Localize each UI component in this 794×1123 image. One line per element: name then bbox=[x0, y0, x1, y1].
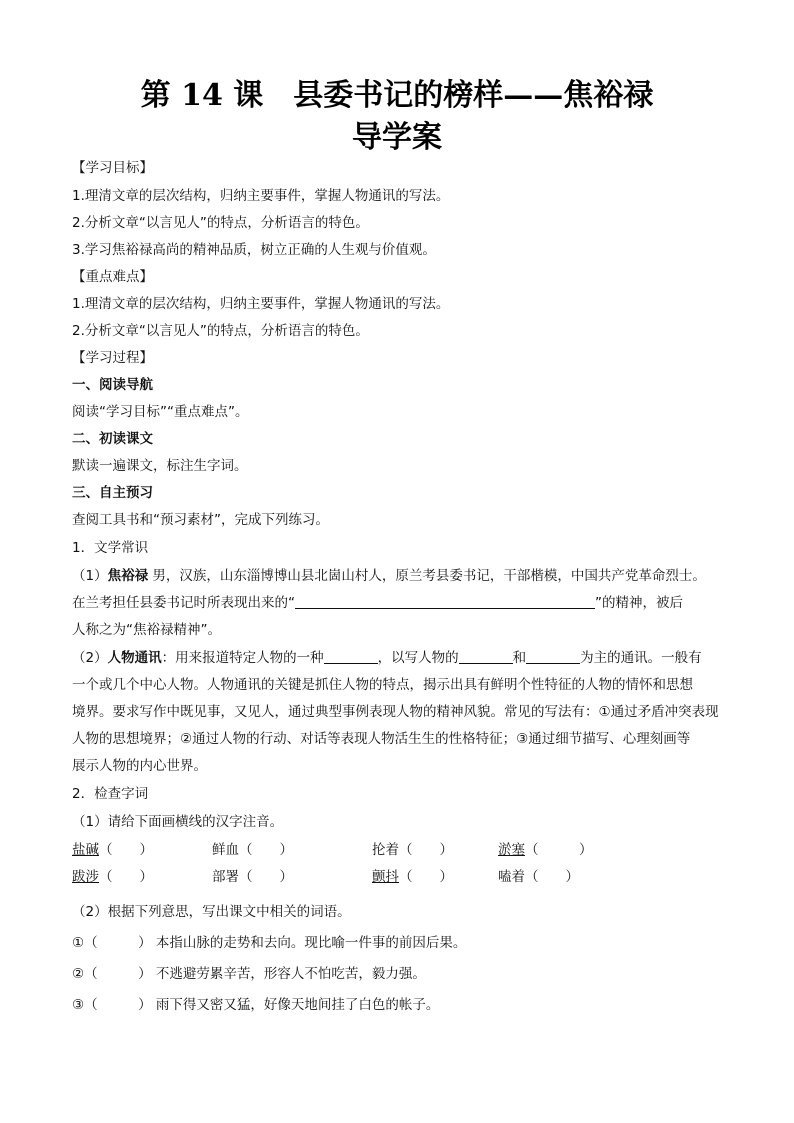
section-2-title: 二、初读课文 bbox=[72, 431, 153, 447]
pinyin-blank[interactable]: （ ） bbox=[99, 842, 153, 858]
pinyin-word: 淤塞 bbox=[498, 842, 525, 858]
check-q1: （1）请给下面画横线的汉字注音。 bbox=[72, 814, 284, 830]
lesson-subtitle: 导学案 bbox=[352, 120, 442, 155]
pinyin-word: 嗑着 bbox=[498, 869, 525, 885]
pinyin-blank[interactable]: （ ） bbox=[399, 842, 453, 858]
pinyin-blank[interactable]: （ ） bbox=[99, 869, 153, 885]
pinyin-item-4 bbox=[498, 840, 593, 860]
def-item-3 bbox=[72, 995, 732, 1015]
def-blank[interactable]: ③（ ） bbox=[72, 997, 152, 1013]
pinyin-word: 盐碱 bbox=[72, 842, 99, 858]
process-header: 【学习过程】 bbox=[72, 350, 153, 366]
lit-p2-b: ，以写人物的 bbox=[377, 650, 459, 666]
pinyin-blank[interactable]: （ ） bbox=[239, 869, 293, 885]
def-blank[interactable]: ②（ ） bbox=[72, 966, 152, 982]
pinyin-word: 抡着 bbox=[372, 842, 399, 858]
lit-p1-text: 男，汉族，山东淄博博山县北崮山村人，原兰考县委书记，干部楷模，中国共产党革命烈士。 bbox=[148, 568, 706, 584]
lit-p1-line3: 人称之为“焦裕禄精神”。 bbox=[72, 622, 221, 638]
pinyin-blank[interactable]: （ ） bbox=[399, 869, 453, 885]
lit-p1-num: （1） bbox=[72, 568, 108, 584]
pinyin-word: 鲜血 bbox=[212, 842, 239, 858]
pinyin-item-7 bbox=[372, 867, 453, 887]
def-item-2 bbox=[72, 964, 732, 984]
pinyin-item-1 bbox=[72, 840, 153, 860]
pinyin-blank[interactable]: （ ） bbox=[239, 842, 293, 858]
pinyin-item-3 bbox=[372, 840, 453, 860]
fill-blank-aspect-2[interactable] bbox=[526, 649, 580, 664]
def-item-1 bbox=[72, 933, 732, 953]
def-blank[interactable]: ①（ ） bbox=[72, 935, 152, 951]
keypoints-header: 【重点难点】 bbox=[72, 269, 153, 285]
keypoint-item-2: 2.分析文章“以言见人”的特点，分析语言的特色。 bbox=[72, 323, 369, 339]
pinyin-item-2 bbox=[212, 840, 293, 860]
lit-p2-line4: 人物的思想境界；②通过人物的行动、对话等表现人物活生生的性格特征；③通过细节描写、心理刻画等 bbox=[72, 731, 691, 747]
fill-blank-aspect-1[interactable] bbox=[459, 649, 513, 664]
def-text: 本指山脉的走势和去向。现比喻一件事的前因后果。 bbox=[155, 935, 467, 951]
pinyin-blank[interactable]: （ ） bbox=[525, 842, 593, 858]
section-1-title: 一、阅读导航 bbox=[72, 377, 153, 393]
pinyin-item-6 bbox=[212, 867, 293, 887]
lit-p2-c: 和 bbox=[512, 650, 527, 666]
section-3-text: 查阅工具书和“预习素材”，完成下列练习。 bbox=[72, 512, 329, 528]
lit-p2-term: 人物通讯 bbox=[107, 650, 162, 666]
def-text: 雨下得又密又猛，好像天地间挂了白色的帐子。 bbox=[155, 997, 440, 1013]
goals-header: 【学习目标】 bbox=[72, 160, 153, 176]
lit-p2-line1 bbox=[72, 648, 732, 668]
section-3-title: 三、自主预习 bbox=[72, 485, 153, 501]
lit-p2-num: （2） bbox=[72, 650, 108, 666]
lit-p1-line2-a: 在兰考担任县委书记时所表现出来的“ bbox=[72, 595, 295, 611]
check-title: 2．检查字词 bbox=[72, 786, 149, 802]
lit-p2-line2: 一个或几个中心人物。人物通讯的关键是抓住人物的特点，揭示出具有鲜明个性特征的人物的情怀和思想 bbox=[72, 677, 693, 693]
lit-p2-line5: 展示人物的内心世界。 bbox=[72, 758, 207, 774]
lit-p1-line2 bbox=[72, 593, 732, 613]
pinyin-word: 部署 bbox=[212, 869, 239, 885]
section-2-text: 默读一遍课文，标注生字词。 bbox=[72, 458, 248, 474]
lit-p2-line3: 境界。要求写作中既见事，又见人，通过典型事例表现人物的精神风貌。常见的写法有：①通过矛盾冲突表现 bbox=[72, 704, 719, 720]
lit-p1-line2-b: ”的精神，被后 bbox=[595, 595, 683, 611]
lit-p2-a: ：用来报道特定人物的一种 bbox=[161, 650, 324, 666]
pinyin-word: 跋涉 bbox=[72, 869, 99, 885]
goal-item-2: 2.分析文章“以言见人”的特点，分析语言的特色。 bbox=[72, 215, 369, 231]
lit-p2-d: 为主的通讯。一般有 bbox=[580, 650, 702, 666]
pinyin-blank[interactable]: （ ） bbox=[525, 869, 579, 885]
goal-item-3: 3.学习焦裕禄高尚的精神品质，树立正确的人生观与价值观。 bbox=[72, 242, 436, 258]
pinyin-word: 颤抖 bbox=[372, 869, 399, 885]
pinyin-item-8 bbox=[498, 867, 579, 887]
lesson-title: 第 14 课 县委书记的榜样——焦裕禄 bbox=[140, 78, 654, 113]
section-1-text: 阅读“学习目标”“重点难点”。 bbox=[72, 404, 249, 420]
def-text: 不逃避劳累辛苦，形容人不怕吃苦，毅力强。 bbox=[155, 966, 426, 982]
goal-item-1: 1.理清文章的层次结构，归纳主要事件，掌握人物通讯的写法。 bbox=[72, 188, 450, 204]
fill-blank-spirit[interactable] bbox=[295, 594, 595, 609]
fill-blank-genre[interactable] bbox=[324, 649, 378, 664]
keypoint-item-1: 1.理清文章的层次结构，归纳主要事件，掌握人物通讯的写法。 bbox=[72, 296, 450, 312]
lit-p1-line1 bbox=[72, 566, 732, 586]
check-q2: （2）根据下列意思，写出课文中相关的词语。 bbox=[72, 904, 351, 920]
lit-p1-term: 焦裕禄 bbox=[107, 568, 149, 584]
pinyin-item-5 bbox=[72, 867, 153, 887]
lit-title: 1．文学常识 bbox=[72, 540, 149, 556]
